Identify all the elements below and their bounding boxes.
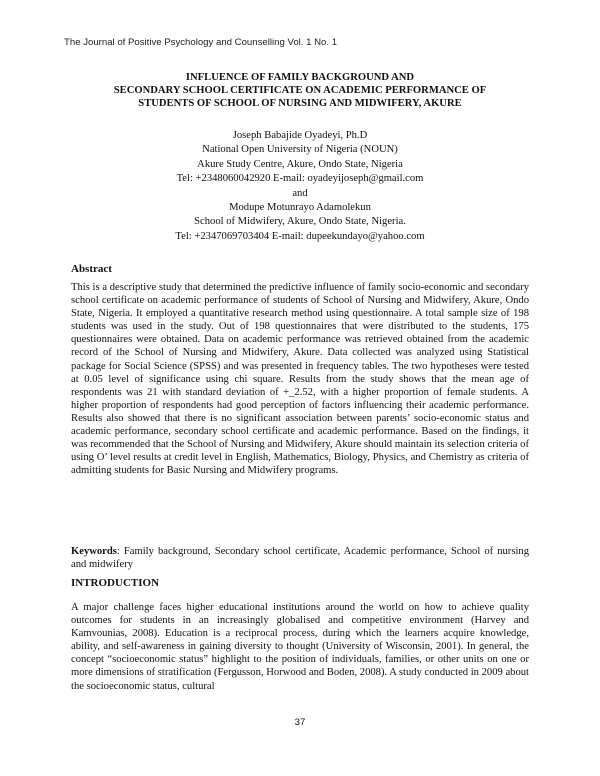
author-separator: and bbox=[292, 187, 308, 199]
keywords bbox=[71, 545, 529, 571]
author1-name: Joseph Babajide Oyadeyi, Ph.D bbox=[232, 130, 368, 141]
abstract-heading: Abstract bbox=[71, 263, 112, 275]
author2-contact: Tel: +2347069703404 E-mail: dupeekundayo@yahoo.com bbox=[175, 230, 425, 242]
title-line: INFLUENCE OF FAMILY BACKGROUND AND bbox=[185, 72, 415, 83]
author1-contact: Tel: +2348060042920 E-mail: oyadeyijoseph@gmail.com bbox=[176, 173, 424, 185]
introduction-text: A major challenge faces higher educational institutions around the world on how to achieve quality outcomes for students in an increasingly globalised and competitive environment (Harvey and Kamvounias, 2008). Education is a reciprocal process, during which the learners acquire knowledge, ability, and self-awareness in gaining diversity to thought (University of Wisconsin, 2001). In general, the concept “socioeconomic status” highlight to the position of individuals, families, or other units on one or more dimensions of stratification (Fergusson, Horwood and Boden, 2008). A study conducted in 2009 about the socioeconomic status, cultural bbox=[71, 602, 529, 692]
author1-affiliation: National Open University of Nigeria (NOUN) bbox=[202, 144, 398, 156]
title-line: STUDENTS OF SCHOOL OF NURSING AND MIDWIFERY, AKURE bbox=[138, 98, 462, 109]
article-title bbox=[60, 71, 540, 110]
keywords-label: Keywords bbox=[71, 546, 117, 557]
title-line: SECONDARY SCHOOL CERTIFICATE ON ACADEMIC PERFORMANCE OF bbox=[113, 85, 487, 96]
author2-affiliation: School of Midwifery, Akure, Ondo State, Nigeria. bbox=[194, 216, 406, 228]
keywords-text: : Family background, Secondary school certificate, Academic performance, School of nursing and midwifery bbox=[71, 546, 529, 571]
author-block bbox=[60, 129, 540, 244]
author1-affiliation: Akure Study Centre, Akure, Ondo State, Nigeria bbox=[197, 158, 403, 170]
abstract-text: This is a descriptive study that determined the predictive influence of family socio-economic and secondary school certificate on academic performance of students of School of Nursing and Midwifery, Akure, Ondo State, Nigeria. It employed a quantitative research method using questionnaire. A total sample size of 198 students was used in the study. Out of 198 questionnaires that were distributed to the students, 175 questionnaires were obtained. Data on academic performance was retrieved obtained from the academic record of the School of Nursing and Midwifery, Akure. Data collected was analyzed using Statistical package for Social Science (SPSS) and was presented in frequency tables. The two hypotheses were tested at 0.05 level of significance using chi square. Results from the study shows that the mean age of respondents was 21 with standard deviation of +_2.52, with a higher proportion of female students. A higher proportion of respondents had good perception of factors influencing their academic performance. Results also showed that there is no significant association between parents’ socio-economic status and academic performance, secondary school certificate and academic performance. Based on the findings, it was recommended that the School of Nursing and Midwifery, Akure should maintain its selection criteria of using O’ level results at credit level in English, Mathematics, Biology, Physics, and Chemistry as criteria of admitting students for Basic Nursing and Midwifery programs. bbox=[71, 282, 529, 477]
page-number: 37 bbox=[294, 717, 306, 728]
introduction-heading: INTRODUCTION bbox=[71, 577, 160, 589]
running-header: The Journal of Positive Psychology and Counselling Vol. 1 No. 1 bbox=[64, 37, 338, 48]
author2-name: Modupe Motunrayo Adamolekun bbox=[229, 202, 371, 214]
